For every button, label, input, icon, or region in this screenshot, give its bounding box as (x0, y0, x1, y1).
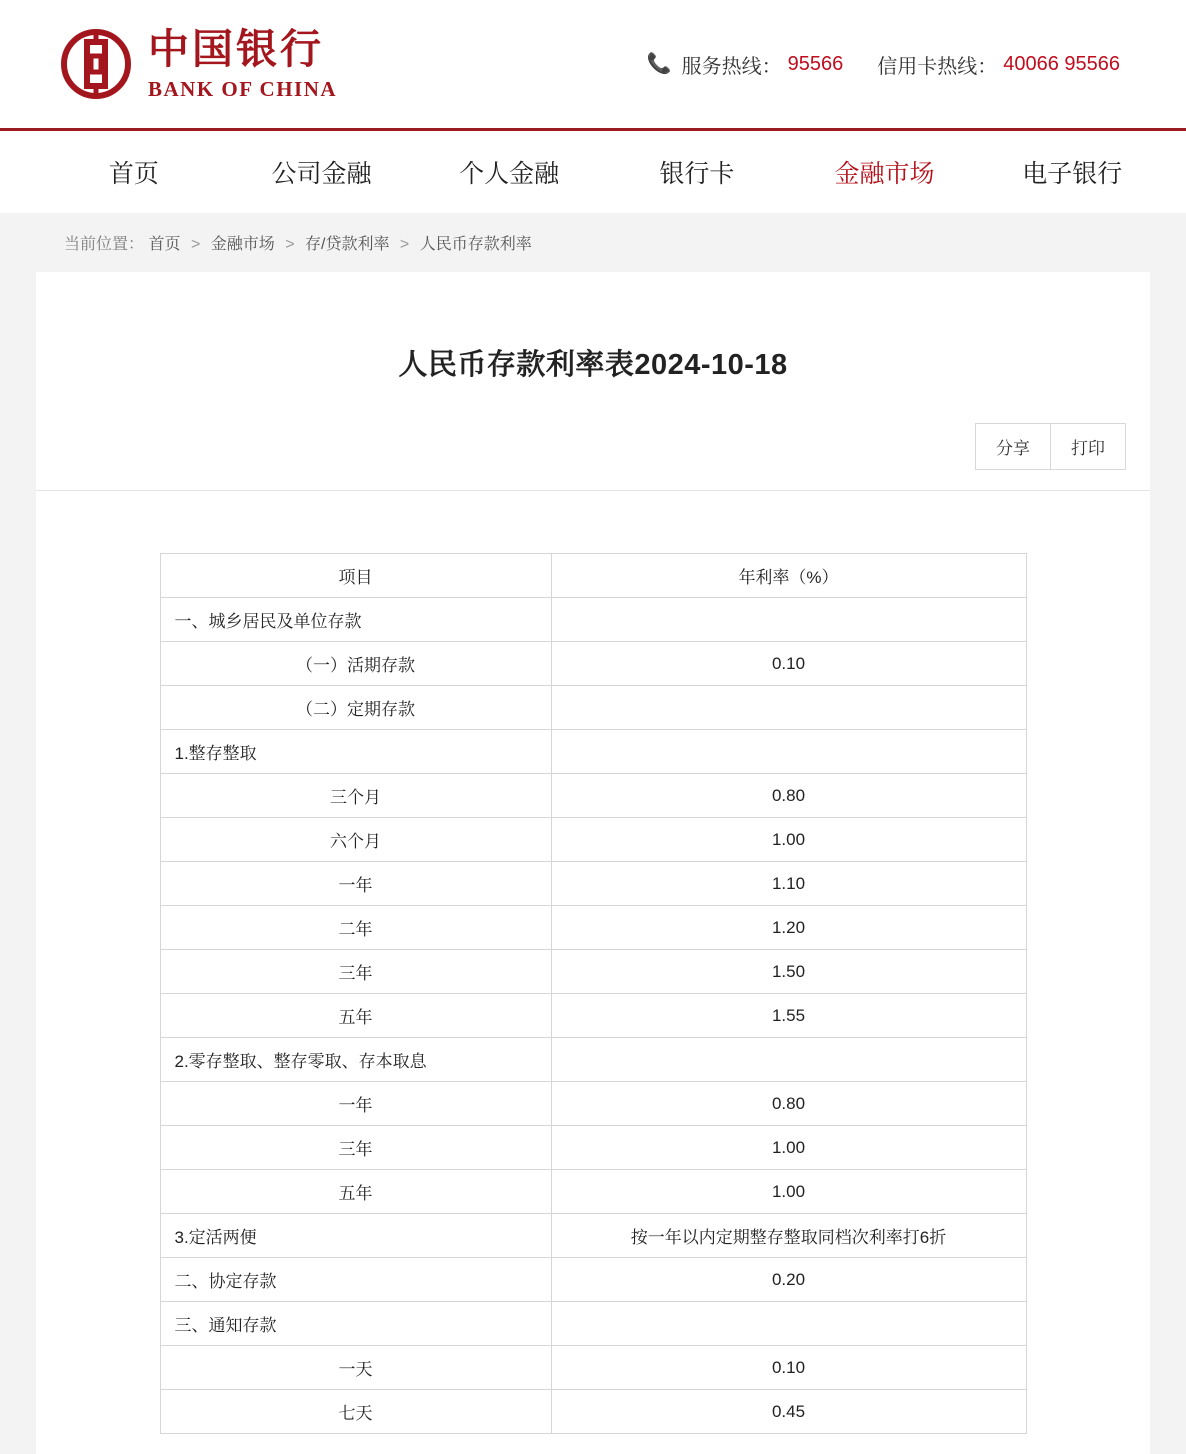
nav-item-bankcard[interactable]: 银行卡 (659, 160, 735, 188)
table-row (160, 1082, 1026, 1126)
row-rate (551, 598, 1026, 642)
table-row (160, 1390, 1026, 1434)
breadcrumb-item-rates[interactable]: 存/贷款利率 (305, 236, 390, 253)
table-row (160, 950, 1026, 994)
row-item: 三个月 (160, 774, 551, 818)
print-button[interactable]: 打印 (1050, 423, 1126, 470)
row-item: 一、城乡居民及单位存款 (160, 598, 551, 642)
row-rate: 0.45 (551, 1390, 1026, 1434)
breadcrumb-prefix: 当前位置： (64, 236, 145, 253)
creditcard-hotline (877, 50, 1120, 79)
row-rate: 0.20 (551, 1258, 1026, 1302)
row-item: 三年 (160, 950, 551, 994)
nav-item-financial-market[interactable]: 金融市场 (834, 160, 935, 188)
table-row (160, 1214, 1026, 1258)
table-header-rate: 年利率（%） (551, 554, 1026, 598)
table-row (160, 598, 1026, 642)
row-rate: 按一年以内定期整存整取同档次利率打6折 (551, 1214, 1026, 1258)
row-item: 一天 (160, 1346, 551, 1390)
row-rate: 1.10 (551, 862, 1026, 906)
tool-buttons (36, 383, 1150, 470)
brand-name-cn: 中国银行 (148, 25, 324, 74)
service-hotline-label: 服务热线： (681, 55, 782, 78)
breadcrumb-item-financial-market[interactable]: 金融市场 (210, 236, 275, 253)
nav-item-ebanking[interactable]: 电子银行 (1022, 160, 1123, 188)
brand-text (148, 25, 338, 101)
deposit-rate-table (160, 553, 1027, 1434)
row-item: 六个月 (160, 818, 551, 862)
bank-of-china-logo-icon (60, 28, 132, 100)
table-row (160, 1346, 1026, 1390)
creditcard-hotline-number: 40066 95566 (1003, 52, 1120, 75)
table-row (160, 1258, 1026, 1302)
row-item: 1.整存整取 (160, 730, 551, 774)
row-item: （一）活期存款 (160, 642, 551, 686)
service-hotline-number: 95566 (787, 52, 844, 75)
share-button[interactable]: 分享 (975, 423, 1051, 470)
brand[interactable] (60, 25, 338, 101)
row-item: 一年 (160, 862, 551, 906)
row-rate: 0.80 (551, 1082, 1026, 1126)
row-item: 二年 (160, 906, 551, 950)
table-row (160, 862, 1026, 906)
page-title: 人民币存款利率表2024-10-18 (398, 349, 788, 381)
brand-name-en: BANK OF CHINA (148, 76, 338, 101)
row-item: 2.零存整取、整存零取、存本取息 (160, 1038, 551, 1082)
hotline-group (647, 50, 1126, 79)
table-row (160, 994, 1026, 1038)
breadcrumb-separator: > (190, 236, 201, 253)
header-top (60, 0, 1126, 128)
table-row (160, 1302, 1026, 1346)
breadcrumb-separator: > (399, 236, 410, 253)
row-rate: 1.00 (551, 1126, 1026, 1170)
nav-item-home[interactable]: 首页 (108, 160, 159, 188)
breadcrumb-item-home[interactable]: 首页 (148, 236, 181, 253)
creditcard-hotline-label: 信用卡热线： (877, 55, 998, 78)
row-rate (551, 1038, 1026, 1082)
nav-item-corporate[interactable]: 公司金融 (271, 160, 372, 188)
table-header-item: 项目 (160, 554, 551, 598)
site-header (0, 0, 1186, 131)
row-item: 三、通知存款 (160, 1302, 551, 1346)
breadcrumb (0, 213, 1186, 272)
content-divider (36, 490, 1150, 491)
row-rate: 0.10 (551, 642, 1026, 686)
service-hotline (647, 50, 844, 79)
row-rate: 1.50 (551, 950, 1026, 994)
row-item: 一年 (160, 1082, 551, 1126)
main-nav (0, 131, 1186, 213)
table-header-row (160, 554, 1026, 598)
row-item: 七天 (160, 1390, 551, 1434)
row-rate (551, 686, 1026, 730)
phone-icon: 📞 (646, 53, 672, 75)
table-row (160, 1038, 1026, 1082)
row-rate: 0.10 (551, 1346, 1026, 1390)
row-rate: 1.00 (551, 1170, 1026, 1214)
table-row (160, 642, 1026, 686)
row-item: 二、协定存款 (160, 1258, 551, 1302)
row-item: 五年 (160, 994, 551, 1038)
row-rate: 1.55 (551, 994, 1026, 1038)
content-card (36, 272, 1150, 1454)
table-row (160, 730, 1026, 774)
row-rate: 0.80 (551, 774, 1026, 818)
row-rate: 1.20 (551, 906, 1026, 950)
table-row (160, 818, 1026, 862)
nav-item-personal[interactable]: 个人金融 (459, 160, 560, 188)
row-rate (551, 1302, 1026, 1346)
table-row (160, 686, 1026, 730)
breadcrumb-item-current: 人民币存款利率 (419, 236, 532, 253)
table-row (160, 1170, 1026, 1214)
row-rate: 1.00 (551, 818, 1026, 862)
row-item: 3.定活两便 (160, 1214, 551, 1258)
row-item: 三年 (160, 1126, 551, 1170)
table-row (160, 906, 1026, 950)
row-item: 五年 (160, 1170, 551, 1214)
row-rate (551, 730, 1026, 774)
table-row (160, 774, 1026, 818)
breadcrumb-separator: > (285, 236, 295, 253)
table-row (160, 1126, 1026, 1170)
row-item: （二）定期存款 (160, 686, 551, 730)
